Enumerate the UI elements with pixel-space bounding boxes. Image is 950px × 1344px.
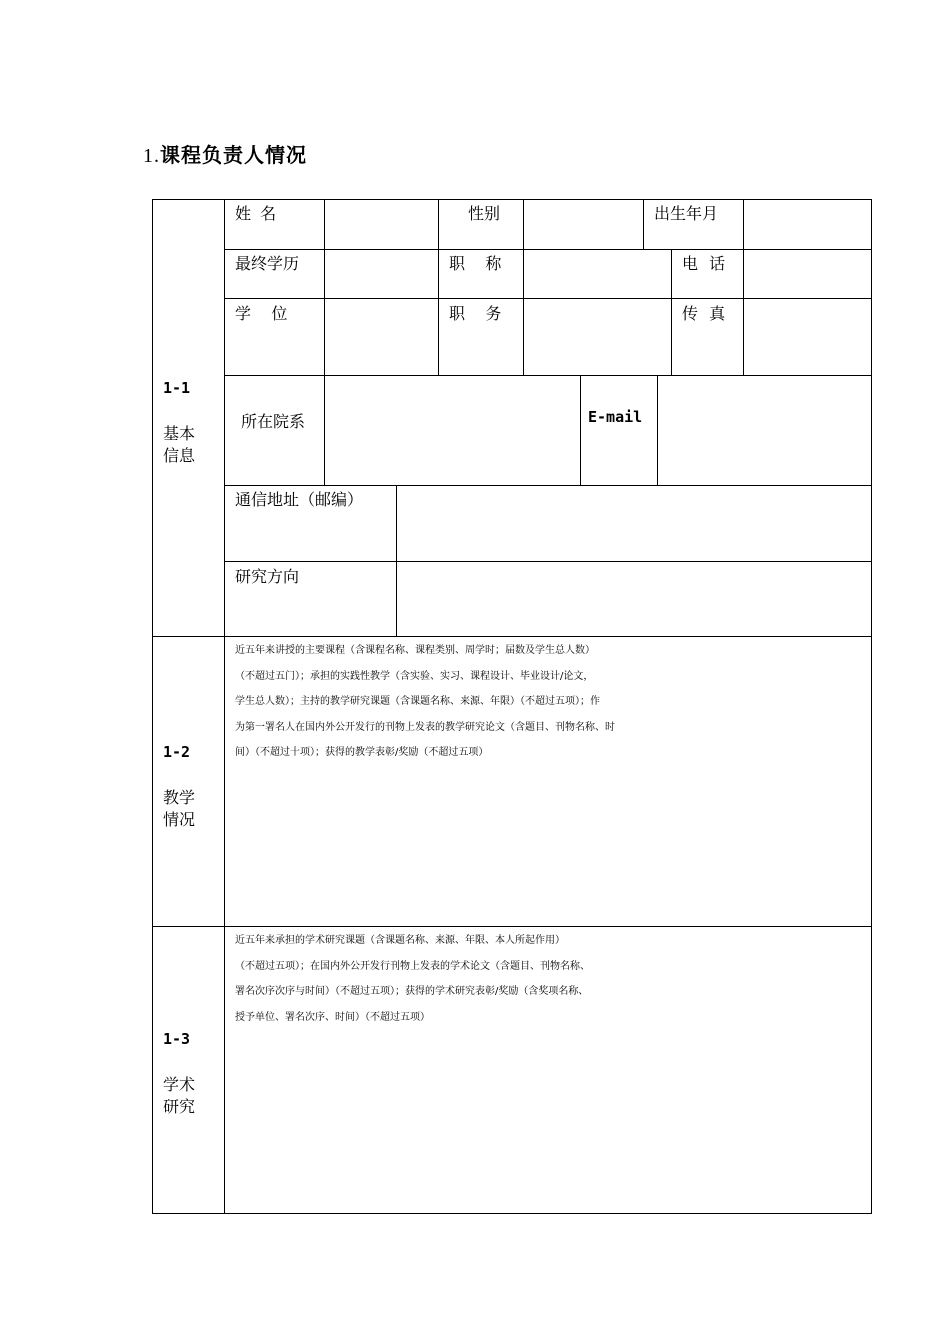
section-1-2-instructions <box>235 638 869 766</box>
field-phone[interactable] <box>744 250 870 297</box>
section-1-3-instructions <box>235 928 869 1030</box>
section-1-3-name-line1: 学术 <box>163 1075 196 1094</box>
field-birth[interactable] <box>744 200 870 248</box>
field-gender[interactable] <box>524 200 642 248</box>
instruction-line: 署名次序次序与时间）（不超过五项）；获得的学术研究表彰/奖励（含奖项名称、 <box>235 986 589 997</box>
section-heading <box>143 139 307 168</box>
instruction-line: 为第一署名人在国内外公开发行的刊物上发表的教学研究论文（含题目、刊物名称、时 <box>235 721 615 733</box>
field-name[interactable] <box>325 200 437 248</box>
heading-number: 1. <box>143 145 160 167</box>
label-education: 最终学历 <box>235 254 300 273</box>
instruction-line: （不超过五门）；承担的实践性教学（含实验、实习、课程设计、毕业设计/论文， <box>235 670 594 682</box>
label-gender: 性别 <box>468 204 501 223</box>
section-1-3-input-area[interactable] <box>225 1035 870 1212</box>
label-degree: 学 位 <box>235 304 288 323</box>
label-email: E-mail <box>588 408 643 426</box>
section-1-3-name-line2: 研究 <box>163 1097 196 1116</box>
section-1-2-name-line1: 教学 <box>163 788 196 807</box>
heading-title: 课程负责人情况 <box>160 143 307 167</box>
section-1-1-name-line1: 基本 <box>163 424 196 443</box>
section-1-2-name-line2: 情况 <box>163 810 196 829</box>
instruction-line: 授予单位、署名次序、时间）（不超过五项） <box>235 1011 430 1023</box>
section-1-3-number: 1-3 <box>163 1030 191 1048</box>
instruction-line: 近五年来讲授的主要课程（含课程名称、课程类别、周学时；届数及学生总人数） <box>235 645 595 656</box>
label-position: 职 务 <box>449 304 502 323</box>
label-title: 职 称 <box>449 254 502 273</box>
label-fax: 传 真 <box>682 304 729 323</box>
instruction-line: 近五年来承担的学术研究课题（含课题名称、来源、年限、本人所起作用） <box>235 935 565 946</box>
label-address: 通信地址（邮编） <box>235 490 364 509</box>
label-research: 研究方向 <box>235 567 300 586</box>
label-department: 所在院系 <box>241 412 306 431</box>
section-1-1-number: 1-1 <box>163 379 191 397</box>
section-1-1-name-line2: 信息 <box>163 446 196 465</box>
field-title[interactable] <box>524 250 670 297</box>
instruction-line: 学生总人数）；主持的教学研究课题（含课题名称、来源、年限）（不超过五项）；作 <box>235 696 600 707</box>
instruction-line: 间）（不超过十项）；获得的教学表彰/奖励（不超过五项） <box>235 747 489 758</box>
field-department[interactable] <box>325 376 579 484</box>
section-1-2-number: 1-2 <box>163 743 191 761</box>
label-birth: 出生年月 <box>654 204 719 223</box>
instruction-line: （不超过五项）；在国内外公开发行刊物上发表的学术论文（含题目、刊物名称、 <box>235 960 590 972</box>
field-degree[interactable] <box>325 299 437 374</box>
label-name: 姓 名 <box>235 204 279 223</box>
field-education[interactable] <box>325 250 437 297</box>
field-address[interactable] <box>397 486 870 560</box>
field-position[interactable] <box>524 299 670 374</box>
field-fax[interactable] <box>744 299 870 374</box>
field-research[interactable] <box>397 562 870 636</box>
section-1-2-input-area[interactable] <box>225 770 870 925</box>
label-phone: 电 话 <box>682 254 729 273</box>
field-email[interactable] <box>658 376 870 484</box>
